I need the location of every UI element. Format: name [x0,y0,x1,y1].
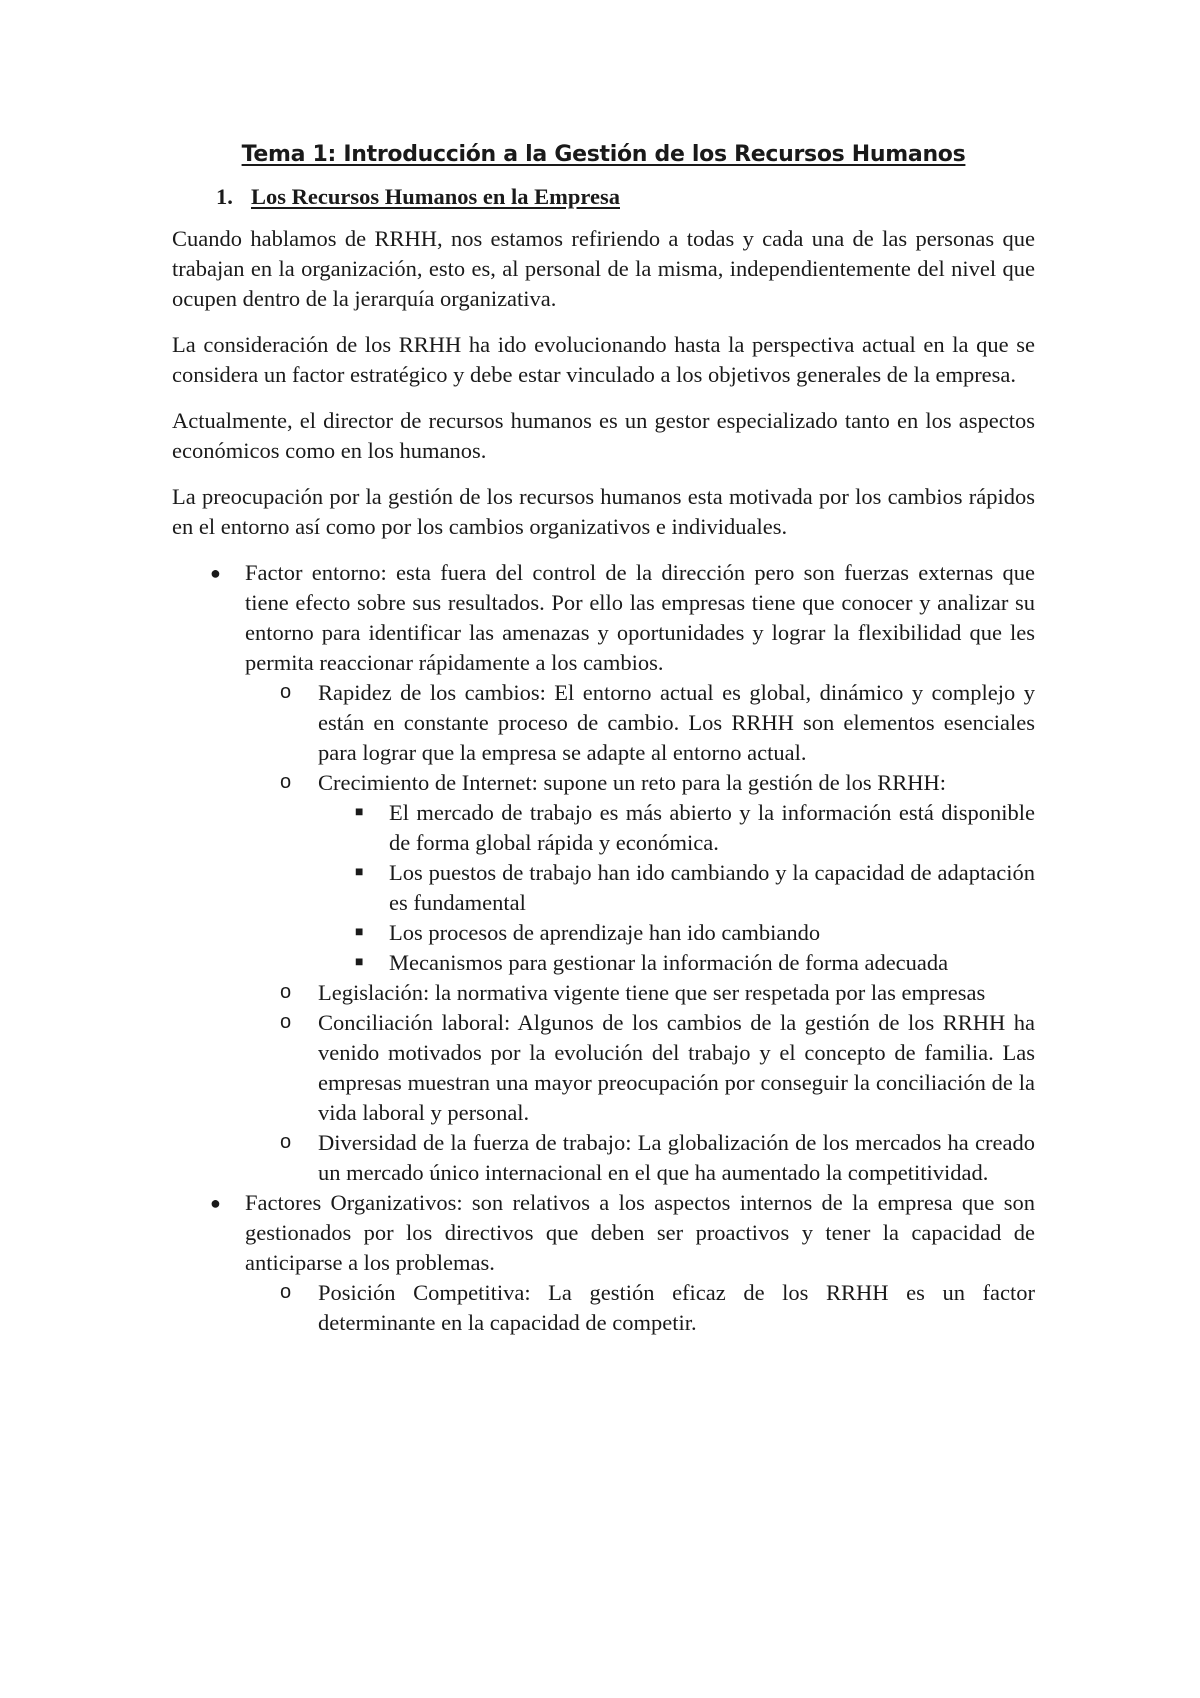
list-item-text: Mecanismos para gestionar la información de forma adecuada [389,950,949,975]
list-item [172,978,1035,1008]
square-bullet-icon: ■ [355,865,364,880]
list-item-text: Diversidad de la fuerza de trabajo: La globalización de los mercados ha creado un mercado único internacional en el que ha aumentado la competitividad. [318,1130,1035,1185]
section-heading [172,182,1035,212]
circle-bullet-icon: o [280,681,292,703]
paragraph: Cuando hablamos de RRHH, nos estamos refiriendo a todas y cada una de las personas que trabajan en la organización, esto es, al personal de la misma, independientemente del nivel que ocupen dentro de la jerarquía organizativa. [172,226,1035,311]
paragraph: La preocupación por la gestión de los recursos humanos esta motivada por los cambios rápidos en el entorno así como por los cambios organizativos e individuales. [172,484,1035,539]
circle-bullet-icon: o [280,771,292,793]
document-body [172,140,1035,1338]
list-item-text: Posición Competitiva: La gestión eficaz de los RRHH es un factor determinante en la capacidad de competir. [318,1280,1035,1335]
square-bullet-icon: ■ [355,805,364,820]
circle-bullet-icon: o [280,1131,292,1153]
list-item [172,558,1035,678]
list-item-text: Crecimiento de Internet: supone un reto para la gestión de los RRHH: [318,770,946,795]
list-item-text: Los procesos de aprendizaje han ido cambiando [389,920,821,945]
circle-bullet-icon: o [280,1281,292,1303]
list-item [172,918,1035,948]
list-item [172,1128,1035,1188]
section-number: 1. [216,184,233,209]
list-item [172,1008,1035,1128]
list-item [172,678,1035,768]
list-item [172,768,1035,798]
list-item [172,1188,1035,1278]
document-title: Tema 1: Introducción a la Gestión de los Recursos Humanos [241,142,966,167]
section-heading-text: Los Recursos Humanos en la Empresa [251,184,620,209]
square-bullet-icon: ■ [355,925,364,940]
list-item-text: Factor entorno: esta fuera del control de la dirección pero son fuerzas externas que tiene efecto sobre sus resultados. Por ello las empresas tiene que conocer y analizar su entorno para identificar las amenazas y oportunidades y lograr la flexibilidad que les permita reaccionar rápidamente a los cambios. [245,560,1035,675]
square-bullet-icon: ■ [355,955,364,970]
bullet-icon: ● [210,1193,221,1213]
paragraph: Actualmente, el director de recursos humanos es un gestor especializado tanto en los aspectos económicos como en los humanos. [172,408,1035,463]
list-item [172,1278,1035,1338]
list-item-text: El mercado de trabajo es más abierto y la información está disponible de forma global rápida y económica. [389,800,1035,855]
list-item-text: Factores Organizativos: son relativos a los aspectos internos de la empresa que son gestionados por los directivos que deben ser proactivos y tener la capacidad de anticiparse a los problemas. [245,1190,1035,1275]
list-item-text: Rapidez de los cambios: El entorno actual es global, dinámico y complejo y están en constante proceso de cambio. Los RRHH son elementos esenciales para lograr que la empresa se adapte al entorno actual. [318,680,1035,765]
list-item-text: Legislación: la normativa vigente tiene que ser respetada por las empresas [318,980,986,1005]
list-item-text: Conciliación laboral: Algunos de los cambios de la gestión de los RRHH ha venido motivados por la evolución del trabajo y el concepto de familia. Las empresas muestran una mayor preocupación por conseguir la conciliación de la vida laboral y personal. [318,1010,1035,1125]
circle-bullet-icon: o [280,1011,292,1033]
paragraph: La consideración de los RRHH ha ido evolucionando hasta la perspectiva actual en la que se considera un factor estratégico y debe estar vinculado a los objetivos generales de la empresa. [172,332,1035,387]
bullet-list [172,558,1035,1338]
list-item [172,798,1035,858]
bullet-icon: ● [210,563,221,583]
circle-bullet-icon: o [280,981,292,1003]
list-item [172,948,1035,978]
list-item-text: Los puestos de trabajo han ido cambiando y la capacidad de adaptación es fundamental [389,860,1035,915]
list-item [172,858,1035,918]
